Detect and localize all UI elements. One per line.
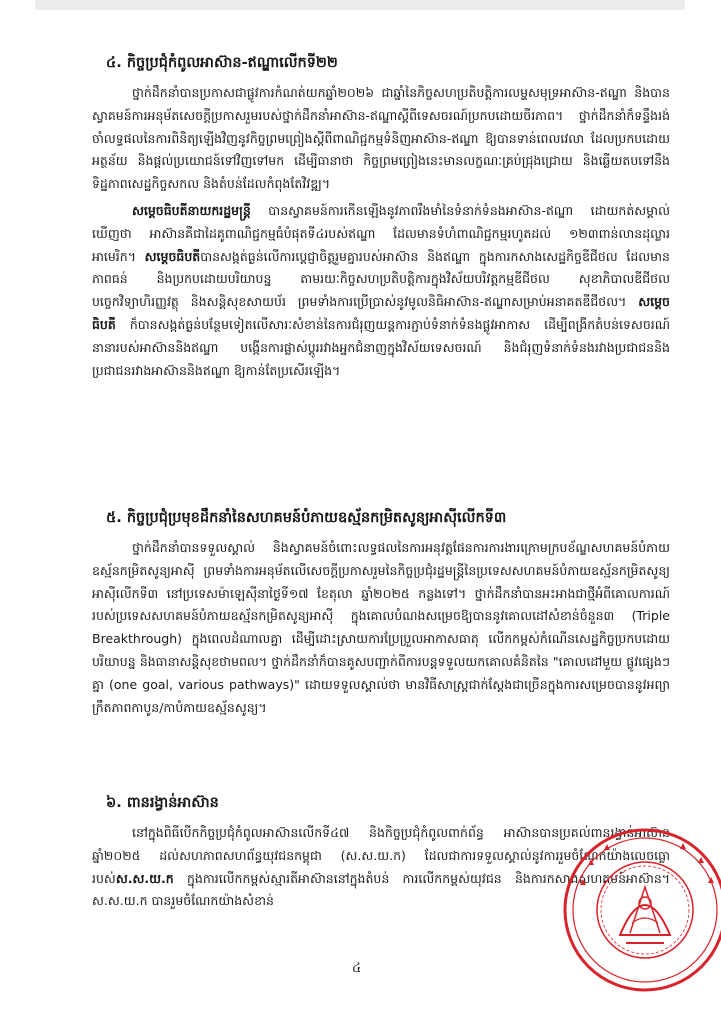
bold-acronym: ស.ស.យ.ក — [115, 870, 174, 886]
paragraph — [92, 200, 670, 382]
paragraph-text: បានសង្កត់ធ្ងន់លើការប្តេជ្ញាចិត្តរួមគ្នារបស់អាស៊ាន និងឥណ្ឌា ក្នុងការកសាងសេដ្ឋកិច្ចឌីជីថល ដែលមានភាពធន់ និងប្រកបដោយបរិយាបន្ន តាមរយៈកិច្ចសហប្រតិបត្តិការក្នុងវិស័យបរិវត្តកម្មឌីជីថល សុខាភិបាលឌីជីថល បច្ចេកវិទ្យាហិរញ្ញវត្ថុ និងសន្តិសុខសាយប័រ ព្រមទាំងការប្រើប្រាស់នូវមូលនិធិអាស៊ាន-ឥណ្ឌាសម្រាប់អនាគតឌីជីថល។ — [92, 248, 670, 310]
paragraph — [92, 537, 670, 719]
top-scan-band — [35, 0, 685, 10]
paragraph-text: ថ្នាក់ដឹកនាំបានទទួលស្គាល់ និងស្វាគមន៍ចំពោះលទ្ធផលនៃការអនុវត្តផែនការការងារក្រោមក្របខ័ណ្ឌសហគមន៍បំភាយឧស្ម័នកម្រិតសូន្យអាស៊ី ព្រមទាំងការអនុម័តលើសេចក្តីប្រកាសរួមនៃកិច្ចប្រជុំរដ្ឋមន្ត្រីនៃប្រទេសសហគមន៍បំភាយឧស្ម័នកម្រិតសូន្យអាស៊ីលើកទី៣ នៅប្រទេសម៉ាឡេស៊ីនាថ្ងៃទី១៧ ខែតុលា ឆ្នាំ២០២៥ កន្លងទៅ។ ថ្នាក់ដឹកនាំបានអះអាងជាថ្មីអំពីគោលការណ៍របស់ប្រទេសសហគមន៍បំភាយឧស្ម័នកម្រិតសូន្យអាស៊ី ក្នុងគោលបំណងសម្រេចឱ្យបាននូវគោលដៅសំខាន់ចំនួន៣ (Triple Breakthrough) ក្នុងពេលដំណាលគ្នា ដើម្បីដោះស្រាយការប្រែប្រួលអាកាសធាតុ លើកកម្ពស់កំណើនសេដ្ឋកិច្ចប្រកបដោយបរិយាបន្ន និងធានាសន្តិសុខថាមពល។ ថ្នាក់ដឹកនាំក៏បានគូសបញ្ជាក់ពីការបន្តទទួលយកគោលគំនិតនៃ "គោលដៅមួយ ផ្លូវផ្សេងៗគ្នា (one goal, various pathways)" ដោយទទួលស្គាល់ថា មានវិធីសាស្ត្រជាក់ស្តែងជាច្រើនក្នុងការសម្រេចបាននូវអព្យាក្រឹតភាពកាបូន/កាបំភាយឧស្ម័នសូន្យ។ — [92, 540, 670, 715]
bold-title: សម្តេចធិបតី — [92, 294, 670, 332]
paragraph — [92, 82, 670, 196]
paragraph-text: ក្នុងការលើកកម្ពស់ស្មារតីអាស៊ាននៅក្នុងតំបន់ ការលើកកម្ពស់យុវជន និងការកសាងសហគមន៍អាស៊ាន។ ស.ស.យ.ក បានរួមចំណែកយ៉ាងសំខាន់ — [92, 870, 670, 909]
paragraph-text: ក៏បានសង្កត់ធ្ងន់បន្ថែមទៀតលើសារៈសំខាន់នៃការជំរុញយន្តការភ្ជាប់ទំនាក់ទំនងផ្លូវអាកាស ដើម្បីពង្រីកតំបន់ទេសចរណ៍នានារបស់អាស៊ាននិងឥណ្ឌា បង្កើនការផ្លាស់ប្តូររវាងអ្នកជំនាញក្នុងវិស័យទេសចរណ៍ និងជំរុញទំនាក់ទំនងរវាងប្រជាជននិងប្រជាជនរវាងអាស៊ាននិងឥណ្ឌា ឱ្យកាន់តែប្រសើរឡើង។ — [92, 316, 670, 378]
paragraph-text: បានស្វាគមន៍ការកើនឡើងនូវភាពរឹងមាំនៃទំនាក់ទំនងអាស៊ាន-ឥណ្ឌា ដោយកត់សម្គាល់ឃើញថា អាស៊ានគឺជាដៃគូពាណិជ្ជកម្មធំបំផុតទី៤របស់ឥណ្ឌា ដែលមានទំហំពាណិជ្ជកម្មរហូតដល់ ១២៣ពាន់លានដុល្លារអាមេរិក។ — [92, 202, 670, 264]
section-5 — [92, 505, 670, 723]
page-number: ៤ — [352, 961, 362, 976]
official-seal-icon — [560, 825, 721, 995]
section-heading: ៥. កិច្ចប្រជុំប្រមុខដឹកនាំនៃសហគមន៍បំភាយឧស្ម័នកម្រិតសូន្យអាស៊ីលើកទី៣ — [106, 510, 507, 526]
bold-title: សម្តេចធិបតី — [144, 248, 201, 264]
section-4 — [92, 50, 670, 386]
bold-title: សម្តេចធិបតីនាយករដ្ឋមន្ត្រី — [132, 202, 251, 218]
section-heading: ៦. ពានរង្វាន់អាស៊ាន — [106, 795, 219, 811]
section-heading: ៤. កិច្ចប្រជុំកំពូលអាស៊ាន-ឥណ្ឌាលើកទី២២ — [106, 55, 338, 71]
paragraph-text: ថ្នាក់ដឹកនាំបានប្រកាសជាផ្លូវការកំណត់យកឆ្នាំ២០២៦ ជាឆ្នាំនៃកិច្ចសហប្រតិបត្តិការលម្ហសមុទ្រអាស៊ាន-ឥណ្ឌា និងបានស្វាគមន៍ការអនុម័តសេចក្តីប្រកាសរួមរបស់ថ្នាក់ដឹកនាំអាស៊ាន-ឥណ្ឌាស្តីពីទេសចរណ៍ប្រកបដោយចីរភាព។ ថ្នាក់ដឹកនាំក៏ទន្ទឹងរង់ចាំលទ្ធផលនៃការពិនិត្យឡើងវិញនូវកិច្ចព្រមព្រៀងស្តីពីពាណិជ្ជកម្មទំនិញអាស៊ាន-ឥណ្ឌា ឱ្យបានទាន់ពេលវេលា ដែលប្រកបដោយអត្ថន័យ និងផ្តល់ប្រយោជន៍ទៅវិញទៅមក ដើម្បីធានាថា កិច្ចព្រមព្រៀងនេះមានលក្ខណៈគ្រប់ជ្រុងជ្រោយ និងឆ្លើយតបទៅនឹងទិដ្ឋភាពសេដ្ឋកិច្ចសកល និងតំបន់ដែលកំពុងតែវិវឌ្ឍ។ — [92, 85, 670, 192]
paragraph-text: នៅក្នុងពិធីបើកកិច្ចប្រជុំកំពូលអាស៊ានលើកទី៤៧ និងកិច្ចប្រជុំកំពូលពាក់ព័ន្ធ អាស៊ានបានប្រគល់ពានរង្វាន់អាស៊ានឆ្នាំ២០២៥ ដល់សហភាពសហព័ន្ធយុវជនកម្ពុជា (ស.ស.យ.ក) ដែលជាការទទួលស្គាល់នូវការរួមចំណែកយ៉ាងលេចធ្លោរបស់ — [92, 825, 670, 886]
